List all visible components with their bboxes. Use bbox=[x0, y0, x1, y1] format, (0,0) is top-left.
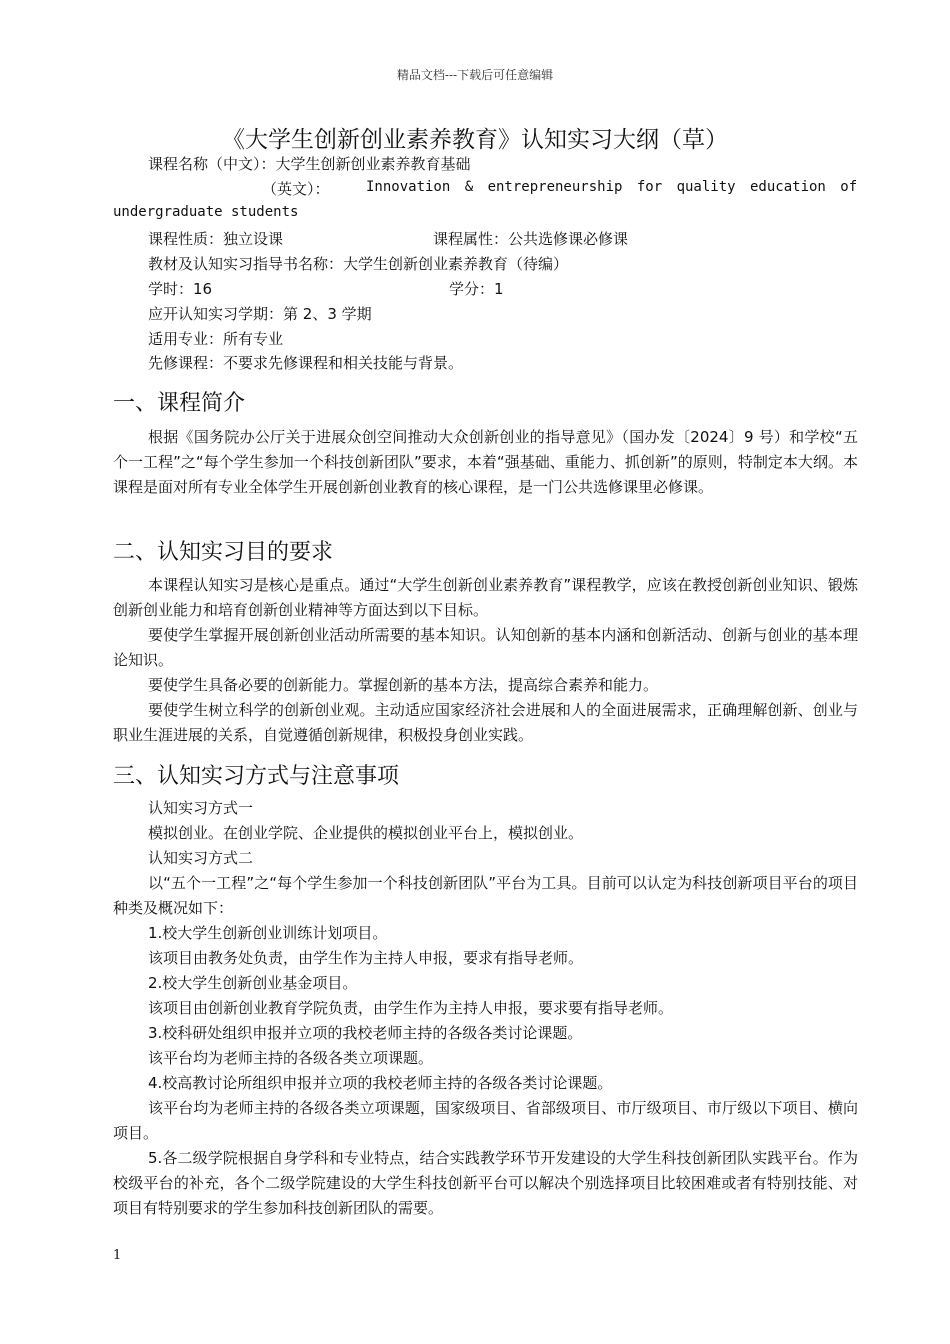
section3-line-10: 该平台均为老师主持的各级各类立项课题。 bbox=[148, 1049, 434, 1067]
course-credits: 学分：1 bbox=[449, 280, 504, 298]
page-number: 1 bbox=[113, 1248, 122, 1263]
course-semester: 应开认知实习学期：第 2、3 学期 bbox=[148, 305, 372, 323]
section3-line-7: 2.校大学生创新创业基金项目。 bbox=[148, 974, 358, 992]
section3-line-1: 认知实习方式一 bbox=[148, 799, 254, 817]
section2-paragraph-2: 要使学生掌握开展创新创业活动所需要的基本知识。认知创新的基本内涵和创新活动、创新与创业的基本理论知识。 bbox=[113, 626, 858, 669]
section2-paragraph-4: 要使学生树立科学的创新创业观。主动适应国家经济社会进展和人的全面进展需求，正确理解创新、创业与职业生涯进展的关系，自觉遵循创新规律，积极投身创业实践。 bbox=[113, 701, 858, 744]
course-majors: 适用专业：所有专业 bbox=[148, 330, 284, 348]
course-prerequisite: 先修课程：不要求先修课程和相关技能与背景。 bbox=[148, 354, 464, 372]
section2-paragraph-3: 要使学生具备必要的创新能力。掌握创新的基本方法，提高综合素养和能力。 bbox=[148, 676, 659, 694]
section1-paragraph: 根据《国务院办公厅关于进展众创空间推动大众创新创业的指导意见》（国办发〔2024〕9 号）和学校“五个一工程”之“每个学生参加一个科技创新团队”要求，本着“强基础、重能力、抓创新”的原则，特制定本大纲。本课程是面对所有专业全体学生开展创新创业教育的核心课程，是一门公共选修课里必修课。 bbox=[113, 428, 858, 496]
course-name-en-label: （英文）： bbox=[262, 180, 330, 198]
page-header: 精品文档---下载后可任意编辑 bbox=[396, 68, 554, 82]
course-hours: 学时：16 bbox=[148, 280, 213, 298]
section3-line-8: 该项目由创新创业教育学院负责，由学生作为主持人申报，要求要有指导老师。 bbox=[148, 999, 674, 1017]
section3-heading: 三、认知实习方式与注意事项 bbox=[113, 764, 400, 789]
document-title: 《大学生创新创业素养教育》认知实习大纲（草） bbox=[222, 127, 728, 153]
section3-line-13: 5.各二级学院根据自身学科和专业特点，结合实践教学环节开发建设的大学生科技创新团队实践平台。作为校级平台的补充，各个二级学院建设的大学生科技创新平台可以解决个别选择项目比较困难或者有特别技能、对项目有特别要求的学生参加科技创新团队的需要。 bbox=[113, 1149, 858, 1217]
course-textbook: 教材及认知实习指导书名称：大学生创新创业素养教育（待编） bbox=[148, 255, 569, 273]
section3-line-6: 该项目由教务处负责，由学生作为主持人申报，要求有指导老师。 bbox=[148, 949, 584, 967]
course-name-en-line2: undergraduate students bbox=[113, 204, 299, 220]
section2-paragraph-1: 本课程认知实习是核心是重点。通过“大学生创新创业素养教育”课程教学，应该在教授创新创业知识、锻炼创新创业能力和培育创新创业精神等方面达到以下目标。 bbox=[113, 576, 858, 619]
section3-line-2: 模拟创业。在创业学院、企业提供的模拟创业平台上，模拟创业。 bbox=[148, 824, 584, 842]
section3-line-12: 该平台均为老师主持的各级各类立项课题，国家级项目、省部级项目、市厅级项目、市厅级以下项目、横向项目。 bbox=[113, 1099, 858, 1142]
section3-line-11: 4.校高教讨论所组织申报并立项的我校老师主持的各级各类讨论课题。 bbox=[148, 1074, 613, 1092]
section3-line-3: 认知实习方式二 bbox=[148, 849, 254, 867]
course-name-en-line1: Innovation & entrepreneurship for quality education of bbox=[366, 179, 858, 195]
course-nature: 课程性质：独立设课 bbox=[148, 230, 284, 248]
course-name-cn: 课程名称（中文）：大学生创新创业素养教育基础 bbox=[148, 155, 471, 173]
section3-line-9: 3.校科研处组织申报并立项的我校老师主持的各级各类讨论课题。 bbox=[148, 1024, 583, 1042]
course-attribute: 课程属性：公共选修课必修课 bbox=[433, 230, 629, 248]
section1-heading: 一、课程简介 bbox=[113, 391, 246, 416]
section2-heading: 二、认知实习目的要求 bbox=[113, 540, 334, 565]
section3-line-5: 1.校大学生创新创业训练计划项目。 bbox=[148, 924, 388, 942]
section3-line-4: 以“五个一工程”之“每个学生参加一个科技创新团队”平台为工具。目前可以认定为科技创新项目平台的项目种类及概况如下： bbox=[113, 874, 858, 917]
